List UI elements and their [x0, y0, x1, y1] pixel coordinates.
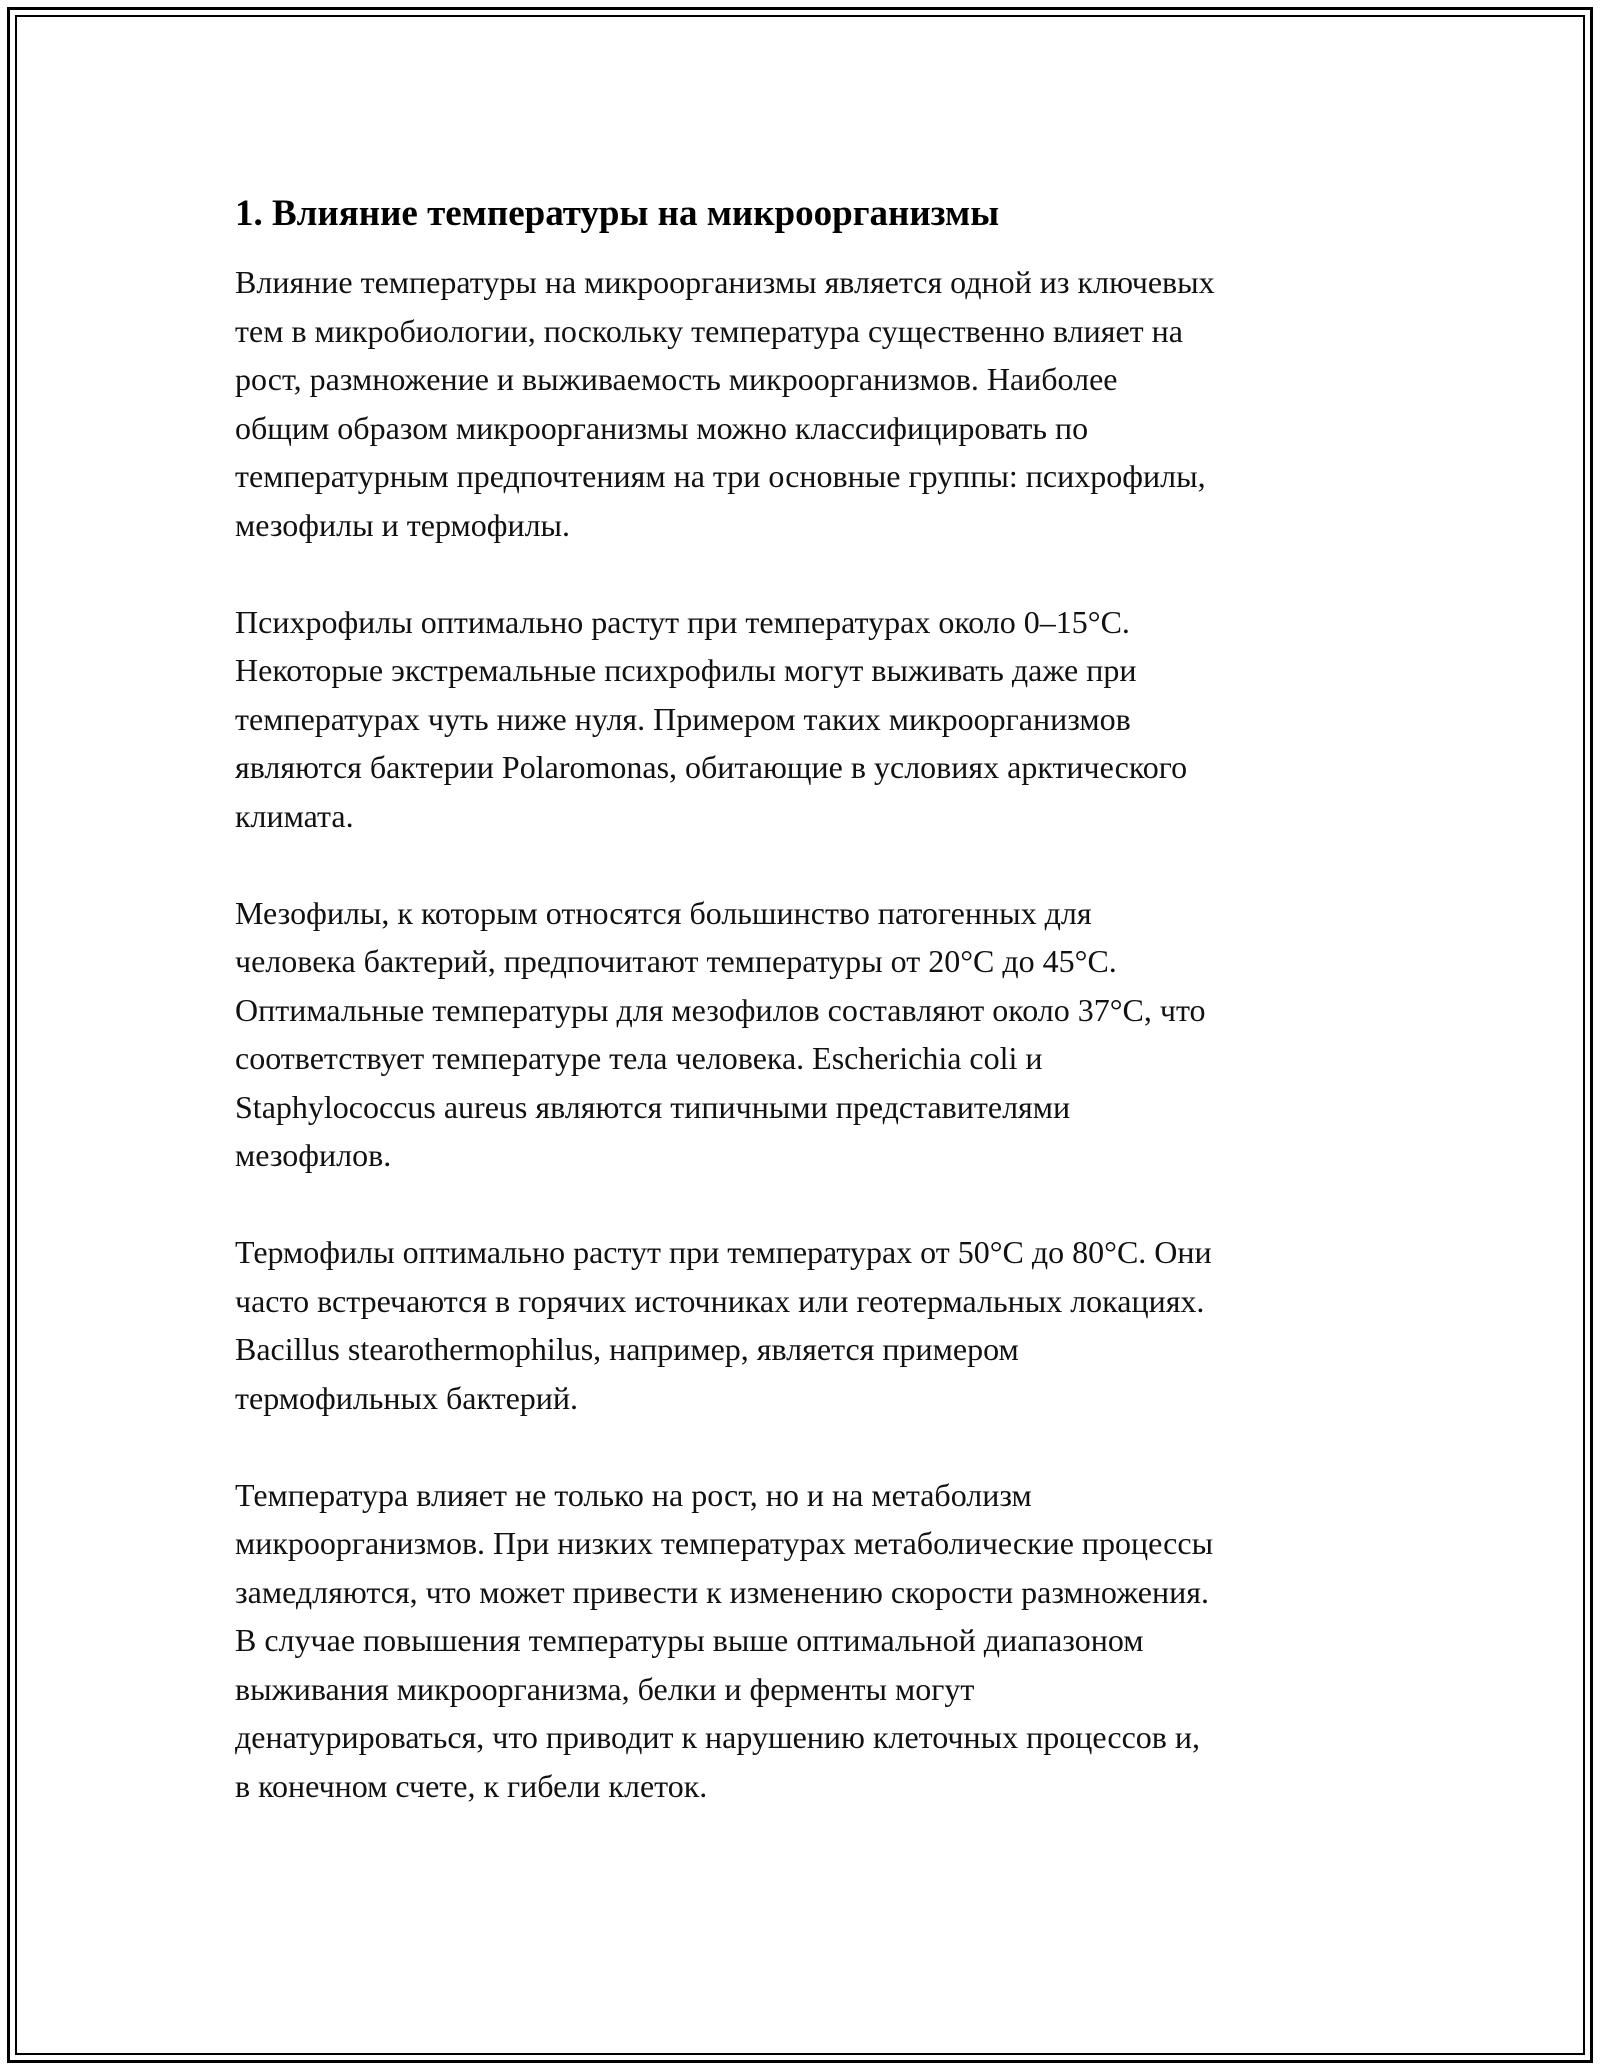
text-line: Некоторые экстремальные психрофилы могут выживать даже при [235, 652, 1137, 688]
paragraph [235, 598, 1375, 841]
text-line: мезофилы и термофилы. [235, 506, 571, 543]
text-line: Температура влияет не только на рост, но и на метаболизм [235, 1476, 1032, 1513]
text-line: соответствует температуре тела человека. Escherichia coli и [235, 1040, 1043, 1076]
text-line: температурным предпочтениям на три основные группы: психрофилы, [235, 458, 1206, 494]
text-line: Staphylococcus aureus являются типичными представителями [235, 1088, 1071, 1125]
text-line: замедляются, что может привести к изменению скорости размножения. [235, 1573, 1209, 1610]
section-heading: 1. Влияние температуры на микроорганизмы [235, 193, 1000, 234]
paragraph [235, 1228, 1375, 1422]
text-line: тем в микробиологии, поскольку температура существенно влияет на [235, 312, 1183, 349]
text-line: выживания микроорганизма, белки и ферменты могут [235, 1670, 975, 1707]
text-line: мезофилов. [235, 1137, 392, 1173]
text-line: климата. [235, 797, 354, 834]
text-line: часто встречаются в горячих источниках или геотермальных локациях. [235, 1282, 1205, 1319]
text-line: Bacillus stearothermophilus, например, является примером [235, 1331, 1019, 1367]
document-body [235, 190, 1375, 1859]
text-line: Термофилы оптимально растут при температурах от 50°C до 80°C. Они [235, 1234, 1212, 1270]
text-line: в конечном счете, к гибели клеток. [235, 1767, 708, 1804]
text-line: денатурироваться, что приводит к нарушению клеточных процессов и, [235, 1719, 1201, 1755]
text-line: микроорганизмов. При низких температурах метаболические процессы [235, 1525, 1214, 1561]
text-line: Влияние температуры на микроорганизмы является одной из ключевых [235, 264, 1215, 300]
text-line: Мезофилы, к которым относятся большинство патогенных для [235, 894, 1092, 931]
paragraph [235, 258, 1375, 549]
text-line: Оптимальные температуры для мезофилов составляют около 37°C, что [235, 991, 1206, 1028]
paragraph [235, 1471, 1375, 1811]
text-line: Психрофилы оптимально растут при температурах около 0–15°C. [235, 603, 1130, 640]
paragraph-list [235, 258, 1375, 1810]
text-line: являются бактерии Polaromonas, обитающие в условиях арктического [235, 749, 1188, 785]
text-line: человека бактерий, предпочитают температуры от 20°C до 45°C. [235, 943, 1117, 979]
text-line: температурах чуть ниже нуля. Примером таких микроорганизмов [235, 700, 1131, 737]
text-line: рост, размножение и выживаемость микроорганизмов. Наиболее [235, 361, 1118, 397]
text-line: термофильных бактерий. [235, 1379, 579, 1416]
text-line: В случае повышения температуры выше оптимальной диапазоном [235, 1622, 1144, 1658]
paragraph [235, 889, 1375, 1180]
text-line: общим образом микроорганизмы можно классифицировать по [235, 409, 1089, 446]
